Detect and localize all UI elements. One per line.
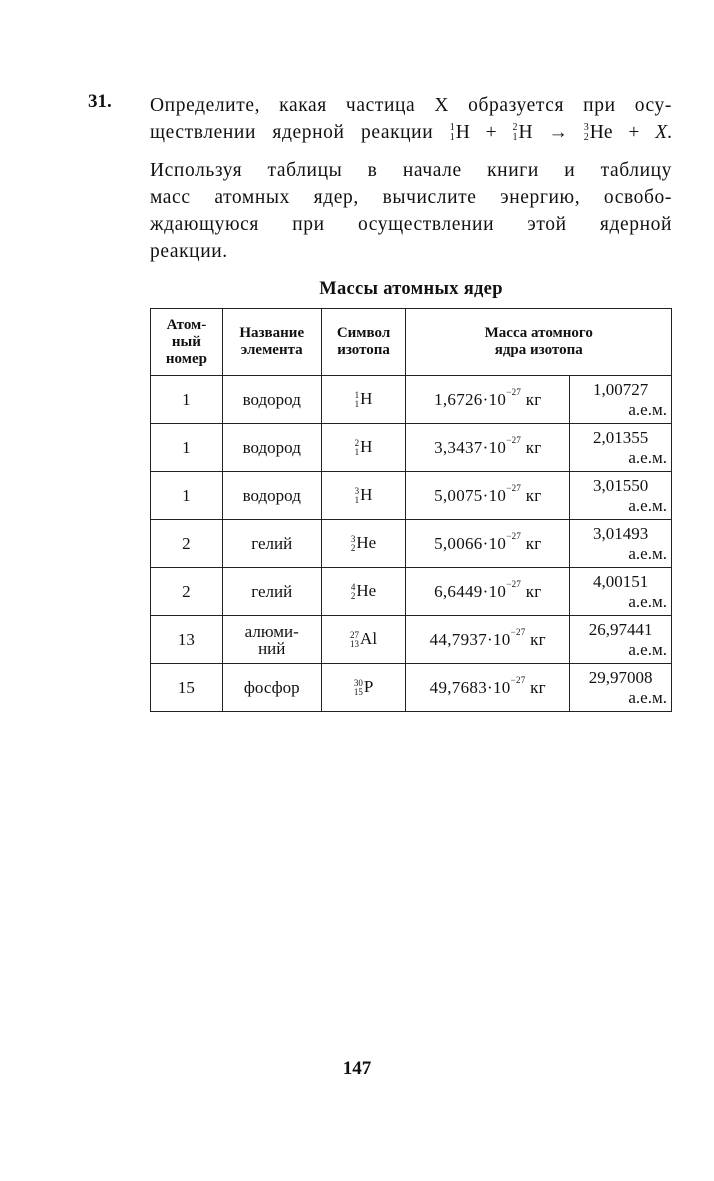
cell-isotope-symbol: 27 13 Al bbox=[321, 616, 406, 664]
cell-mass-amu: 4,00151 а.е.м. bbox=[570, 568, 672, 616]
cell-isotope-symbol: 4 2 He bbox=[321, 568, 406, 616]
cell-mass-kg: $5,0066\cdot 10^{-27}$ кг bbox=[406, 520, 570, 568]
problem-line-2-prefix: ществлении ядерной реакции bbox=[150, 122, 434, 143]
cell-mass-kg: $6,6449\cdot 10^{-27}$ кг bbox=[406, 568, 570, 616]
arrow: → bbox=[548, 122, 568, 143]
product-1: 3 2 He bbox=[583, 121, 613, 143]
problem-statement bbox=[150, 92, 672, 146]
cell-mass-amu: 3,01550 а.е.м. bbox=[570, 472, 672, 520]
page-number: 147 bbox=[342, 1058, 372, 1079]
reactant-1: 1 1 H bbox=[449, 121, 470, 143]
problem-task bbox=[150, 157, 672, 265]
cell-atomic-number: 2 bbox=[151, 520, 223, 568]
cell-element-name: гелий bbox=[222, 568, 321, 616]
table-row bbox=[151, 472, 672, 520]
cell-element-name: водород bbox=[222, 376, 321, 424]
cell-element-name: водород bbox=[222, 424, 321, 472]
cell-atomic-number: 1 bbox=[151, 424, 223, 472]
table-row bbox=[151, 376, 672, 424]
task-line-1: Используя таблицы в начале книги и таблицу bbox=[150, 160, 672, 181]
cell-mass-amu: 3,01493 а.е.м. bbox=[570, 520, 672, 568]
plus-sign: + bbox=[485, 122, 497, 143]
cell-atomic-number: 2 bbox=[151, 568, 223, 616]
cell-mass-amu: 1,00727 а.е.м. bbox=[570, 376, 672, 424]
cell-isotope-symbol: 1 1 H bbox=[321, 376, 406, 424]
table-row bbox=[151, 424, 672, 472]
header-number: Атом- ный номер bbox=[151, 309, 223, 376]
table-row bbox=[151, 568, 672, 616]
plus-sign-2: + bbox=[628, 122, 640, 143]
table-row bbox=[151, 520, 672, 568]
masses-table bbox=[150, 308, 672, 712]
problem-line-2 bbox=[150, 119, 672, 146]
cell-mass-amu: 2,01355 а.е.м. bbox=[570, 424, 672, 472]
task-line-3: ждающуюся при осуществлении этой ядерной bbox=[150, 214, 672, 235]
cell-atomic-number: 1 bbox=[151, 376, 223, 424]
table-header-row bbox=[151, 309, 672, 376]
cell-mass-kg: $49,7683\cdot 10^{-27}$ кг bbox=[406, 664, 570, 712]
cell-mass-kg: $1,6726\cdot 10^{-27}$ кг bbox=[406, 376, 570, 424]
table-caption: Массы атомных ядер bbox=[319, 279, 503, 299]
cell-mass-kg: $3,3437\cdot 10^{-27}$ кг bbox=[406, 424, 570, 472]
table-row bbox=[151, 616, 672, 664]
cell-isotope-symbol: 3 1 H bbox=[321, 472, 406, 520]
cell-mass-amu: 29,97008 а.е.м. bbox=[570, 664, 672, 712]
cell-element-name: алюми- ний bbox=[222, 616, 321, 664]
cell-atomic-number: 13 bbox=[151, 616, 223, 664]
reaction-end: . bbox=[667, 122, 673, 143]
problem-line-1: Определите, какая частица X образуется при осу- bbox=[150, 95, 672, 116]
header-mass: Масса атомного ядра изотопа bbox=[406, 309, 672, 376]
task-line-4: реакции. bbox=[150, 241, 228, 262]
cell-isotope-symbol: 2 1 H bbox=[321, 424, 406, 472]
table-row bbox=[151, 664, 672, 712]
cell-atomic-number: 15 bbox=[151, 664, 223, 712]
task-line-2: масс атомных ядер, вычислите энергию, освобо- bbox=[150, 187, 672, 208]
cell-element-name: гелий bbox=[222, 520, 321, 568]
reaction-equation bbox=[450, 122, 672, 143]
cell-element-name: водород bbox=[222, 472, 321, 520]
unknown-particle: X bbox=[655, 122, 668, 143]
cell-mass-kg: $44,7937\cdot 10^{-27}$ кг bbox=[406, 616, 570, 664]
header-name: Название элемента bbox=[222, 309, 321, 376]
cell-isotope-symbol: 3 2 He bbox=[321, 520, 406, 568]
problem-number: 31. bbox=[88, 91, 112, 112]
reactant-2: 2 1 H bbox=[512, 121, 533, 143]
header-symbol: Символ изотопа bbox=[321, 309, 406, 376]
cell-element-name: фосфор bbox=[222, 664, 321, 712]
cell-mass-kg: $5,0075\cdot 10^{-27}$ кг bbox=[406, 472, 570, 520]
cell-atomic-number: 1 bbox=[151, 472, 223, 520]
cell-isotope-symbol: 30 15 P bbox=[321, 664, 406, 712]
cell-mass-amu: 26,97441 а.е.м. bbox=[570, 616, 672, 664]
